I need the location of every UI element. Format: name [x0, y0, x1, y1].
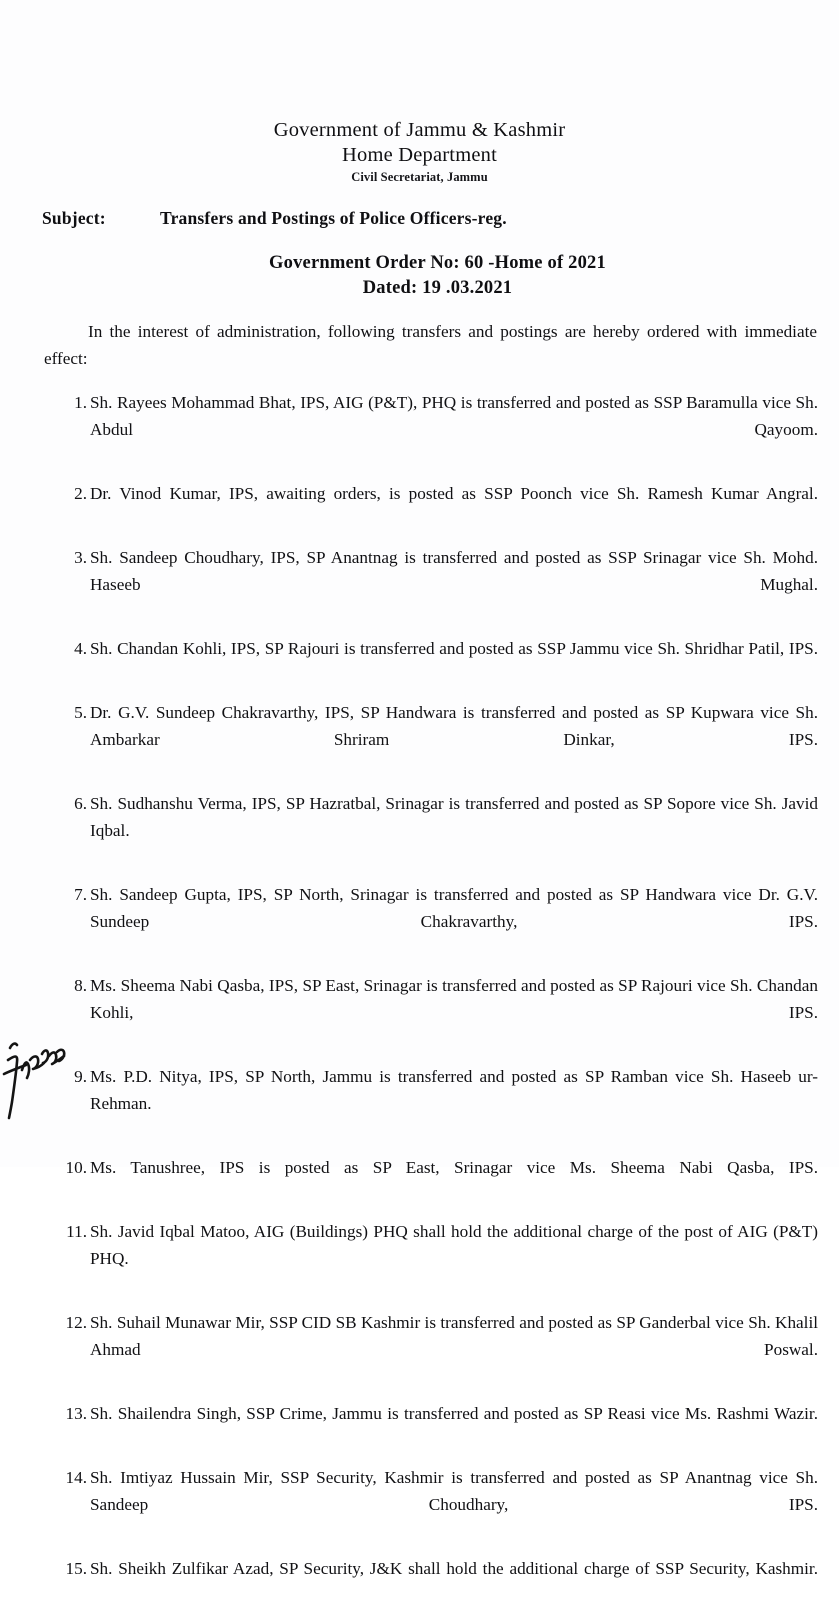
list-item	[0, 1464, 818, 1545]
list-item-number: 12.	[65, 1313, 87, 1333]
department-name: Home Department	[342, 144, 497, 166]
order-number: Government Order No: 60 -Home of 2021	[269, 253, 606, 273]
list-item	[0, 480, 818, 534]
list-item	[0, 699, 818, 780]
list-item	[0, 972, 818, 1053]
list-item-number: 2.	[74, 484, 87, 504]
list-item-text: Sh. Sandeep Choudhary, IPS, SP Anantnag is transferred and posted as SSP Srinagar vice Sh. Mohd. Haseeb Mughal.	[90, 548, 818, 595]
list-item	[0, 790, 818, 871]
list-item-number: 15.	[65, 1559, 87, 1579]
list-item	[0, 1555, 818, 1609]
intro-paragraph: In the interest of administration, following transfers and postings are hereby ordered with immediate effect:	[44, 322, 817, 368]
list-item	[0, 1154, 818, 1208]
list-item-text: Sh. Chandan Kohli, IPS, SP Rajouri is transferred and posted as SSP Jammu vice Sh. Shridhar Patil, IPS.	[90, 639, 818, 659]
list-item-text: Dr. G.V. Sundeep Chakravarthy, IPS, SP Handwara is transferred and posted as SP Kupwara vice Sh. Ambarkar Shriram Dinkar, IPS.	[90, 703, 818, 750]
list-item-text: Ms. P.D. Nitya, IPS, SP North, Jammu is transferred and posted as SP Ramban vice Sh. Haseeb ur-Rehman.	[90, 1067, 818, 1114]
list-item-number: 5.	[74, 703, 87, 723]
list-item-text: Sh. Imtiyaz Hussain Mir, SSP Security, Kashmir is transferred and posted as SP Anantnag vice Sh. Sandeep Choudhary, IPS.	[90, 1468, 818, 1515]
list-item-number: 14.	[65, 1468, 87, 1488]
list-item	[0, 389, 818, 470]
office-address: Civil Secretariat, Jammu	[351, 170, 488, 184]
list-item-text: Dr. Vinod Kumar, IPS, awaiting orders, is posted as SSP Poonch vice Sh. Ramesh Kumar Angral.	[90, 484, 818, 504]
list-item-text: Ms. Tanushree, IPS is posted as SP East, Srinagar vice Ms. Sheema Nabi Qasba, IPS.	[90, 1158, 818, 1178]
list-item-text: Sh. Sudhanshu Verma, IPS, SP Hazratbal, Srinagar is transferred and posted as SP Sopore vice Sh. Javid Iqbal.	[90, 794, 818, 841]
government-name: Government of Jammu & Kashmir	[273, 119, 566, 141]
list-item-number: 10.	[65, 1158, 87, 1178]
list-item	[0, 1400, 818, 1454]
list-item	[0, 544, 818, 625]
order-identifier	[0, 250, 839, 301]
list-item-number: 3.	[74, 548, 87, 568]
list-item-text: Sh. Rayees Mohammad Bhat, IPS, AIG (P&T), PHQ is transferred and posted as SSP Baramulla vice Sh. Abdul Qayoom.	[90, 393, 818, 440]
subject-label: Subject:	[42, 208, 106, 228]
list-item-number: 11.	[66, 1222, 87, 1242]
list-item	[0, 1309, 818, 1390]
list-item	[0, 1218, 818, 1299]
list-item-number: 7.	[74, 885, 87, 905]
order-date: Dated: 19 .03.2021	[362, 278, 513, 298]
list-item-number: 6.	[74, 794, 87, 814]
list-item-text: Sh. Shailendra Singh, SSP Crime, Jammu is transferred and posted as SP Reasi vice Ms. Rashmi Wazir.	[90, 1404, 818, 1424]
list-item-number: 1.	[74, 393, 87, 413]
orders-list	[0, 389, 839, 1609]
list-item-text: Sh. Sandeep Gupta, IPS, SP North, Srinagar is transferred and posted as SP Handwara vice Dr. G.V. Sundeep Chakravarthy, IPS.	[90, 885, 818, 932]
list-item-number: 13.	[65, 1404, 87, 1424]
list-item-number: 8.	[74, 976, 87, 996]
list-item	[0, 1063, 818, 1144]
list-item-text: Sh. Javid Iqbal Matoo, AIG (Buildings) PHQ shall hold the additional charge of the post of AIG (P&T) PHQ.	[90, 1222, 818, 1269]
list-item	[0, 881, 818, 962]
list-item-text: Sh. Suhail Munawar Mir, SSP CID SB Kashmir is transferred and posted as SP Ganderbal vice Sh. Khalil Ahmad Poswal.	[90, 1313, 818, 1360]
list-item-text: Ms. Sheema Nabi Qasba, IPS, SP East, Srinagar is transferred and posted as SP Rajouri vice Sh. Chandan Kohli, IPS.	[90, 976, 818, 1023]
list-item-number: 4.	[74, 639, 87, 659]
list-item-text: Sh. Sheikh Zulfikar Azad, SP Security, J&K shall hold the additional charge of SSP Security, Kashmir.	[90, 1559, 818, 1579]
subject-text: Transfers and Postings of Police Officers-reg.	[160, 208, 507, 228]
list-item	[0, 635, 818, 689]
subject-row	[0, 208, 839, 229]
list-item-number: 9.	[74, 1067, 87, 1087]
letterhead	[0, 0, 839, 186]
